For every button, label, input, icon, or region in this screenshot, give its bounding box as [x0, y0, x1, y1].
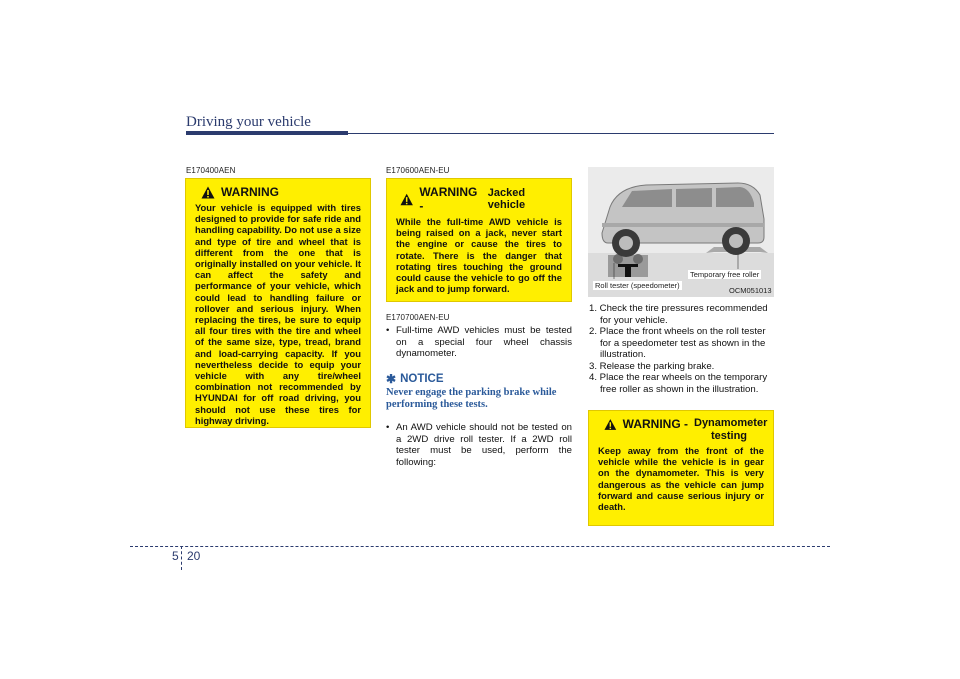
warning-title: WARNING -: [419, 185, 478, 213]
bullet-text: An AWD vehicle should not be tested on a 2WD drive roll tester. If a 2WD roll tester must be used, perform the following:: [396, 422, 572, 468]
bullet-item: • An AWD vehicle should not be tested on a 2WD drive roll tester. If a 2WD roll tester must be used, perform the following:: [386, 422, 572, 468]
page-header-title: Driving your vehicle: [186, 114, 311, 130]
warning-title: WARNING: [221, 185, 279, 199]
warning-text: Your vehicle is equipped with tires designed to provide for safe ride and handling capability. Do not use a size and type of tire and wheel that is different from the one that is originally installed on your vehicle. It can affect the safety and performance of your vehicle, which could lead to handling failure or rollover and serious injury. When replacing the tires, be sure to equip all four tires with the tire and wheel of the same size, type, tread, brand and load-carrying capacity. If you nevertheless decide to equip your vehicle with any tire/wheel combination not recommended by HYUNDAI for off road driving, you should not use these tires for highway driving.: [195, 202, 361, 426]
warning-box-dynamometer: [588, 410, 774, 526]
procedure-steps: [589, 303, 775, 395]
step-item: 4. Place the rear wheels on the temporary free roller as shown in the illustration.: [589, 372, 768, 395]
step-item: 3. Release the parking brake.: [589, 360, 715, 372]
header-bar: [186, 131, 348, 135]
warning-subtitle: Dynamometer testing: [694, 417, 768, 442]
section-code: E170600AEN-EU: [386, 166, 450, 175]
notice-star-icon: ✱: [386, 372, 397, 386]
section-code: E170400AEN: [186, 166, 236, 175]
label-free-roller: Temporary free roller: [690, 270, 760, 279]
warning-text: While the full-time AWD vehicle is being raised on a jack, never start the engine or cause the tires to rotate. There is the danger that rotating tires touching the ground could cause the vehicle to go off the jack and to jump forward.: [396, 216, 562, 295]
warning-text: Keep away from the front of the vehicle while the vehicle is in gear on the dynamometer. This is very dangerous as the vehicle can jump forward and cause serious injury or death.: [598, 445, 764, 513]
warning-box-tires: [185, 178, 371, 428]
step-item: 2. Place the front wheels on the roll tester for a speedometer test as shown in the illustration.: [589, 326, 766, 360]
warning-subtitle: Jacked vehicle: [487, 187, 526, 211]
section-code: E170700AEN-EU: [386, 313, 450, 322]
label-roll-tester: Roll tester (speedometer): [595, 281, 680, 290]
warning-triangle-icon: [201, 186, 215, 199]
notice-title: NOTICE: [400, 373, 444, 385]
footer-separator: [181, 546, 182, 570]
illustration-code: OCM051013: [729, 286, 772, 295]
warning-triangle-icon: [604, 418, 617, 431]
warning-box-jacked: [386, 178, 572, 302]
chapter-number: 5: [172, 549, 179, 563]
warning-triangle-icon: [400, 193, 413, 206]
bullet-text: Full-time AWD vehicles must be tested on a special four wheel chassis dynamometer.: [396, 325, 572, 359]
step-item: 1. Check the tire pressures recommended for your vehicle.: [589, 303, 768, 326]
page-number: 20: [187, 549, 201, 563]
bullet-item: • Full-time AWD vehicles must be tested on a special four wheel chassis dynamometer.: [386, 325, 572, 359]
header-rule: [348, 133, 774, 134]
notice-heading: [386, 372, 444, 386]
warning-title: WARNING -: [622, 417, 688, 431]
footer-rule: [130, 546, 830, 547]
notice-subtitle: Never engage the parking brake while performing these tests.: [386, 387, 557, 410]
